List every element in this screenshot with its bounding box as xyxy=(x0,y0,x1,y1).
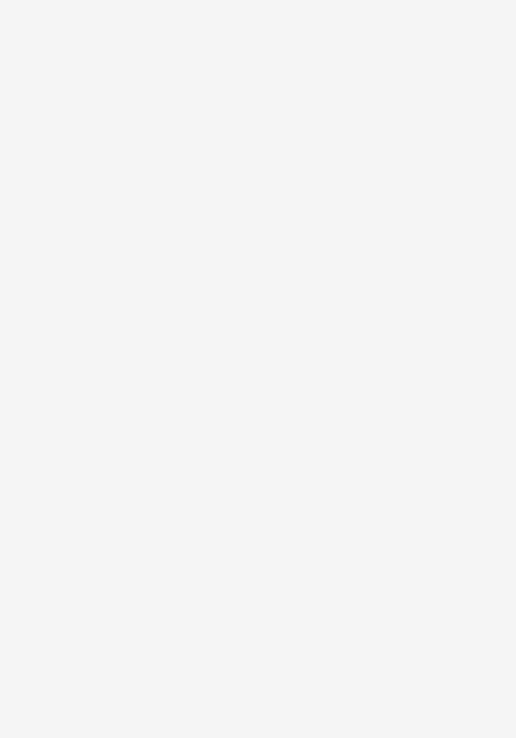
bottom-text-block xyxy=(26,400,502,704)
top-text-block xyxy=(26,42,496,348)
